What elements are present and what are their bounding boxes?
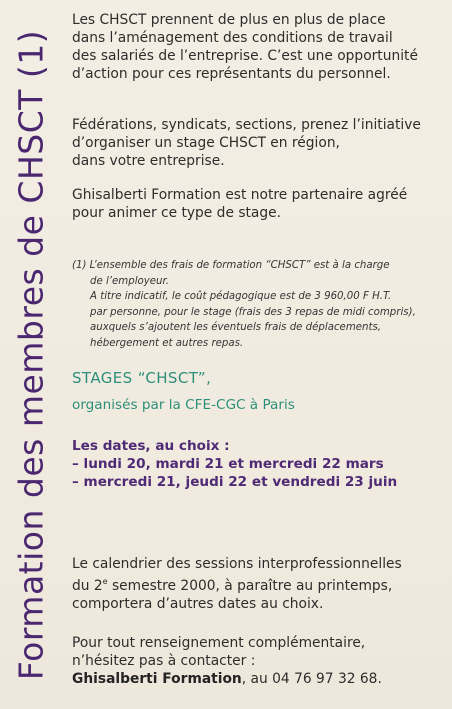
intro-line: des salariés de l’entreprise. C’est une opportunité — [72, 48, 418, 64]
footnote-line: A titre indicatif, le coût pédagogique est de 3 960,00 F H.T. — [90, 291, 392, 302]
dates-heading: Les dates, au choix : — [72, 438, 230, 454]
side-title: Formation des membres de CHSCT (1) — [11, 29, 51, 681]
initiative-line: d’organiser un stage CHSCT en région, — [72, 135, 340, 151]
intro-paragraph — [72, 11, 432, 83]
calendar-line — [72, 573, 432, 595]
contact-paragraph — [72, 634, 432, 688]
contact-line — [72, 670, 432, 688]
partner-paragraph — [72, 186, 432, 222]
footnote-line: hébergement et autres repas. — [90, 337, 244, 349]
side-title-wrap — [4, 8, 58, 702]
footnote-line: de l’employeur. — [90, 275, 170, 287]
contact-phone: , au 04 76 97 32 68. — [241, 671, 382, 687]
calendar-line: Le calendrier des sessions interprofessionnelles — [72, 556, 402, 572]
calendar-line-start: du 2 — [72, 578, 103, 594]
footnote — [72, 258, 444, 351]
initiative-paragraph — [72, 116, 432, 170]
calendar-line-end: semestre 2000, à paraître au printemps, — [107, 578, 393, 594]
contact-line: Pour tout renseignement complémentaire, — [72, 635, 366, 651]
intro-line: d’action pour ces représentants du personnel. — [72, 66, 391, 82]
ordinal-superscript: e — [102, 577, 108, 586]
contact-line: n’hésitez pas à contacter : — [72, 653, 256, 669]
stages-title: STAGES “CHSCT”, — [72, 369, 212, 387]
intro-line: dans l’aménagement des conditions de travail — [72, 30, 393, 46]
initiative-line: dans votre entreprise. — [72, 153, 225, 169]
stages-subtitle: organisés par la CFE-CGC à Paris — [72, 397, 295, 413]
footnote-line: (1) L’ensemble des frais de formation “CHSCT” est à la charge — [72, 260, 390, 271]
dates-block — [72, 437, 444, 491]
calendar-line: comportera d’autres dates au choix. — [72, 596, 324, 612]
initiative-line: Fédérations, syndicats, sections, prenez l’initiative — [72, 117, 421, 133]
partner-line: pour animer ce type de stage. — [72, 205, 282, 221]
dates-line: – mercredi 21, jeudi 22 et vendredi 23 juin — [72, 474, 398, 490]
partner-line: Ghisalberti Formation est notre partenaire agréé — [72, 187, 408, 203]
contact-name: Ghisalberti Formation — [72, 671, 242, 687]
footnote-line: par personne, pour le stage (frais des 3 repas de midi compris), — [90, 306, 416, 318]
calendar-paragraph — [72, 555, 432, 613]
footnote-line: auxquels s’ajoutent les éventuels frais de déplacements, — [90, 322, 382, 333]
intro-line: Les CHSCT prennent de plus en plus de place — [72, 12, 386, 28]
dates-line: – lundi 20, mardi 21 et mercredi 22 mars — [72, 456, 384, 472]
